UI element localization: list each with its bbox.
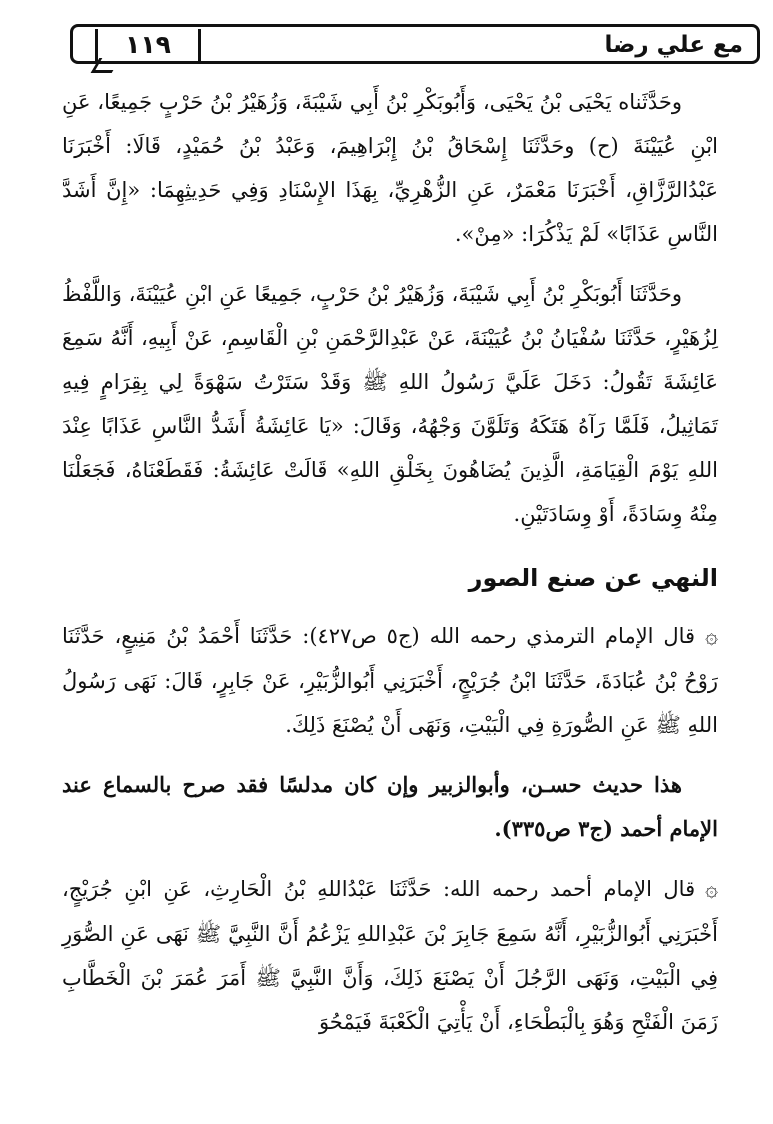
section-paragraph-text: قال الإمام الترمذي رحمه الله (ج٥ ص٤٢٧): حَدَّثَنَا أَحْمَدُ بْنُ مَنِيعٍ، حَدَّثَنَا رَوْحُ بْنُ عُبَادَةَ، حَدَّثَنَا ابْنُ جُرَيْجٍ، أَخْبَرَنِي أَبُوالزُّبَيْرِ، عَنْ جَابِرٍ، قَالَ: نَهَى رَسُولُ اللهِ ﷺ عَنِ الصُّورَةِ فِي الْبَيْتِ، وَنَهَى أَنْ يُصْنَعَ ذَلِكَ. [62,624,718,737]
star-icon: ۞ [705,877,718,902]
page-body [62,80,718,1060]
star-icon: ۞ [705,624,718,649]
hadith-paragraph: وحَدَّثَنَا أَبُوبَكْرِ بْنُ أَبِي شَيْبَةَ، وَزُهَيْرُ بْنُ حَرْبٍ، جَمِيعًا عَنِ ابْنِ عُيَيْنَةَ، وَاللَّفْظُ لِزُهَيْرٍ، حَدَّثَنَا سُفْيَانُ بْنُ عُيَيْنَةَ، عَنْ عَبْدِالرَّحْمَنِ بْنِ الْقَاسِمِ، عَنْ أَبِيهِ، أَنَّهُ سَمِعَ عَائِشَةَ تَقُولُ: دَخَلَ عَلَيَّ رَسُولُ اللهِ ﷺ وَقَدْ سَتَرْتُ سَهْوَةً لِي بِقِرَامٍ فِيهِ تَمَاثِيلُ، فَلَمَّا رَآهُ هَتَكَهُ وَتَلَوَّنَ وَجْهُهُ، وَقَالَ: «يَا عَائِشَةُ أَشَدُّ النَّاسِ عَذَابًا عِنْدَ اللهِ يَوْمَ الْقِيَامَةِ، الَّذِينَ يُضَاهُونَ بِخَلْقِ اللهِ» قَالَتْ عَائِشَةُ: فَقَطَعْنَاهُ، فَجَعَلْنَا مِنْهُ وِسَادَةً، أَوْ وِسَادَتَيْنِ. [62,282,718,526]
section-title: النهي عن صنع الصور [468,564,718,592]
page-number: ١١٩ [95,29,201,61]
book-title: مع علي رضا [604,32,743,58]
hadith-paragraph: وحَدَّثَناه يَحْيَى بْنُ يَحْيَى، وَأَبُوبَكْرِ بْنُ أَبِي شَيْبَةَ، وَزُهَيْرُ بْنُ حَرْبٍ جَمِيعًا، عَنِ ابْنِ عُيَيْنَةَ (ح) وحَدَّثَنَا إِسْحَاقُ بْنُ إِبْرَاهِيمَ، وَعَبْدُ بْنُ حُمَيْدٍ، قَالَا: أَخْبَرَنَا عَبْدُالرَّزَّاقِ، أَخْبَرَنَا مَعْمَرٌ، عَنِ الزُّهْرِيِّ، بِهَذَا الإِسْنَادِ وَفِي حَدِيثِهِمَا: «إِنَّ أَشَدَّ النَّاسِ عَذَابًا» لَمْ يَذْكُرَا: «مِنْ». [62,90,718,246]
grading-note: هذا حديث حسـن، وأبوالزبير وإن كان مدلسًا فقد صرح بالسماع عند الإمام أحمد (ج٣ ص٣٣٥). [62,772,718,841]
section-paragraph [62,614,718,747]
section-paragraph [62,867,718,1044]
section-paragraph-text: قال الإمام أحمد رحمه الله: حَدَّثَنَا عَبْدُاللهِ بْنُ الْحَارِثِ، عَنِ ابْنِ جُرَيْجٍ، أَخْبَرَنِي أَبُوالزُّبَيْرِ، أَنَّهُ سَمِعَ جَابِرَ بْنَ عَبْدِاللهِ يَزْعُمُ أَنَّ النَّبِيَّ ﷺ نَهَى عَنِ الصُّوَرِ فِي الْبَيْتِ، وَنَهَى الرَّجُلَ أَنْ يَصْنَعَ ذَلِكَ، وَأَنَّ النَّبِيَّ ﷺ أَمَرَ عُمَرَ بْنَ الْخَطَّابِ زَمَنَ الْفَتْحِ وَهُوَ بِالْبَطْحَاءِ، أَنْ يَأْتِيَ الْكَعْبَةَ فَيَمْحُوَ [62,877,718,1034]
page-header [70,24,760,64]
